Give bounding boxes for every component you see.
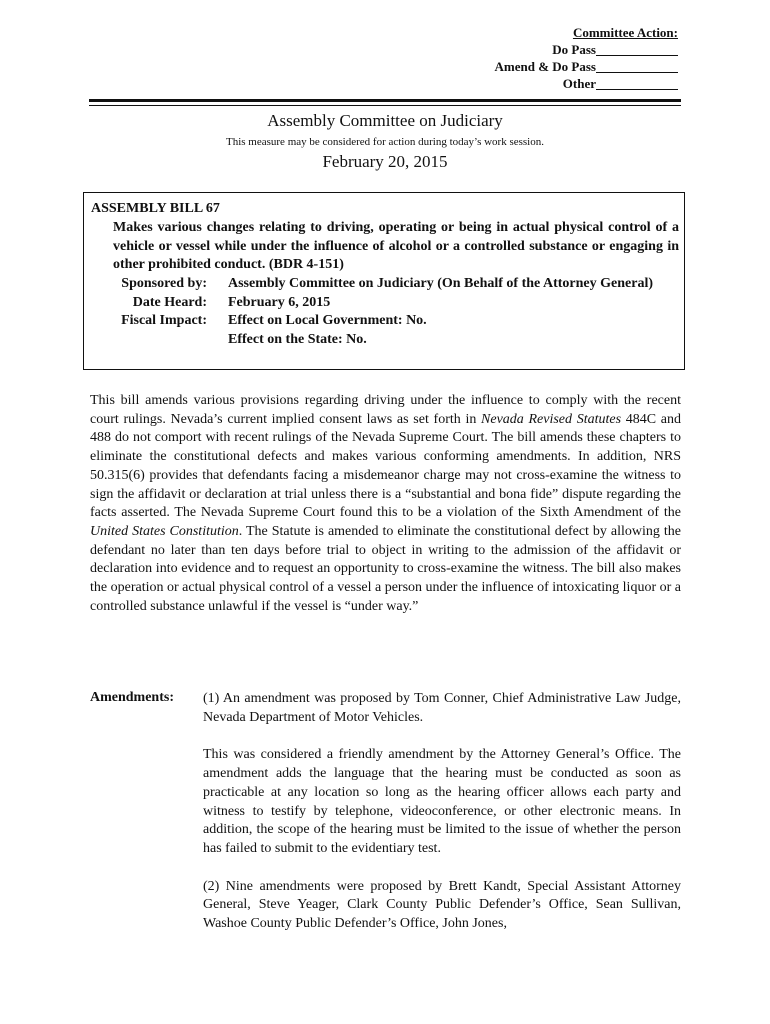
- committee-action-block: [495, 24, 678, 92]
- bill-description: Makes various changes relating to driving, operating or being in actual physical control of a vehicle or vessel while under the influence of alcohol or a controlled substance or engaging in other prohibited conduct. (BDR 4-151): [113, 220, 679, 273]
- body-text-segment: This bill amends various provisions regarding driving under the influence to comply with the recent court rulings. Nevada’s current implied consent laws as set forth in: [90, 393, 681, 427]
- sponsor-value: Assembly Committee on Judiciary (On Behalf of the Attorney General): [228, 276, 653, 291]
- fiscal-local-government: Effect on Local Government: No.: [228, 313, 427, 329]
- committee-name: Assembly Committee on Judiciary: [267, 111, 503, 130]
- committee-action-label: Do Pass: [552, 42, 596, 57]
- committee-action-do-pass: [495, 41, 678, 58]
- committee-action-other: [495, 75, 678, 92]
- constitution-citation: United States Constitution: [90, 523, 239, 539]
- fiscal-impact-label: Fiscal Impact:: [121, 313, 207, 329]
- header-divider-thin: [89, 105, 681, 106]
- date-heard-value: February 6, 2015: [228, 294, 331, 310]
- committee-action-label: Amend & Do Pass: [494, 59, 596, 74]
- amendments-heading: Amendments:: [90, 690, 174, 705]
- fiscal-impact-row: [84, 312, 684, 349]
- date-heard-row: [84, 294, 684, 313]
- bill-number: ASSEMBLY BILL 67: [91, 201, 220, 216]
- sponsor-label: Sponsored by:: [121, 276, 207, 291]
- amendments-list: [203, 690, 681, 953]
- body-text-segment: . The Statute is amended to eliminate the constitutional defect by allowing the defendant no later than ten days before trial to object in writing to the admission of the affidavit or declaration into evidence and to request an opportunity to cross-examine the witness. The bill also makes the operation or actual physical control of a vessel a person under the influence of intoxicating liquor or a controlled substance unlawful if the vessel is “under way.”: [90, 523, 681, 614]
- committee-action-label: Other: [562, 76, 596, 91]
- bill-explanation-paragraph: [90, 392, 681, 616]
- amendment-paragraph: This was considered a friendly amendment by the Attorney General’s Office. The amendment adds the language that the hearing must be conducted as soon as practicable at any location so long as the hearing officer allows each party and witness to testify by telephone, videoconference, or other electronic means. In addition, the scope of the hearing must be limited to the issue of whether the person has failed to submit to the evidentiary test.: [203, 747, 681, 856]
- amendment-paragraph: (2) Nine amendments were proposed by Brett Kandt, Special Assistant Attorney General, Steve Yeager, Clark County Public Defender’s Office, Sean Sullivan, Washoe County Public Defender’s Office, John Jones,: [203, 878, 681, 932]
- nrs-citation: Nevada Revised Statutes: [481, 411, 622, 427]
- bill-summary-box: [83, 192, 685, 370]
- work-session-note: This measure may be considered for action during today’s work session.: [225, 136, 544, 148]
- committee-action-blank: [596, 60, 678, 73]
- committee-action-amend-do-pass: [495, 58, 678, 75]
- amendment-paragraph: (1) An amendment was proposed by Tom Conner, Chief Administrative Law Judge, Nevada Department of Motor Vehicles.: [203, 691, 681, 725]
- body-text-segment: 484C and 488 do not comport with recent rulings of the Nevada Supreme Court. The bill amends these chapters to eliminate the constitutional defects and makes various conforming amendments. In addition, NRS 50.315(6) provides that defendants facing a misdemeanor charge may not cross-examine the witness to sign the affidavit or declaration at trial unless there is a “substantial and bona fide” dispute regarding the facts asserted. The Nevada Supreme Court found this to be a violation of the Sixth Amendment of the: [90, 411, 681, 521]
- committee-action-blank: [596, 77, 678, 90]
- fiscal-impact-value: [228, 312, 658, 349]
- fiscal-state: Effect on the State: No.: [228, 331, 367, 347]
- header-divider-thick: [89, 99, 681, 102]
- bill-metadata: [84, 275, 684, 349]
- sponsor-row: [84, 275, 684, 294]
- meeting-date: February 20, 2015: [322, 152, 448, 171]
- committee-action-title: Committee Action:: [572, 25, 678, 40]
- date-heard-label: Date Heard:: [132, 294, 207, 310]
- committee-action-blank: [596, 43, 678, 56]
